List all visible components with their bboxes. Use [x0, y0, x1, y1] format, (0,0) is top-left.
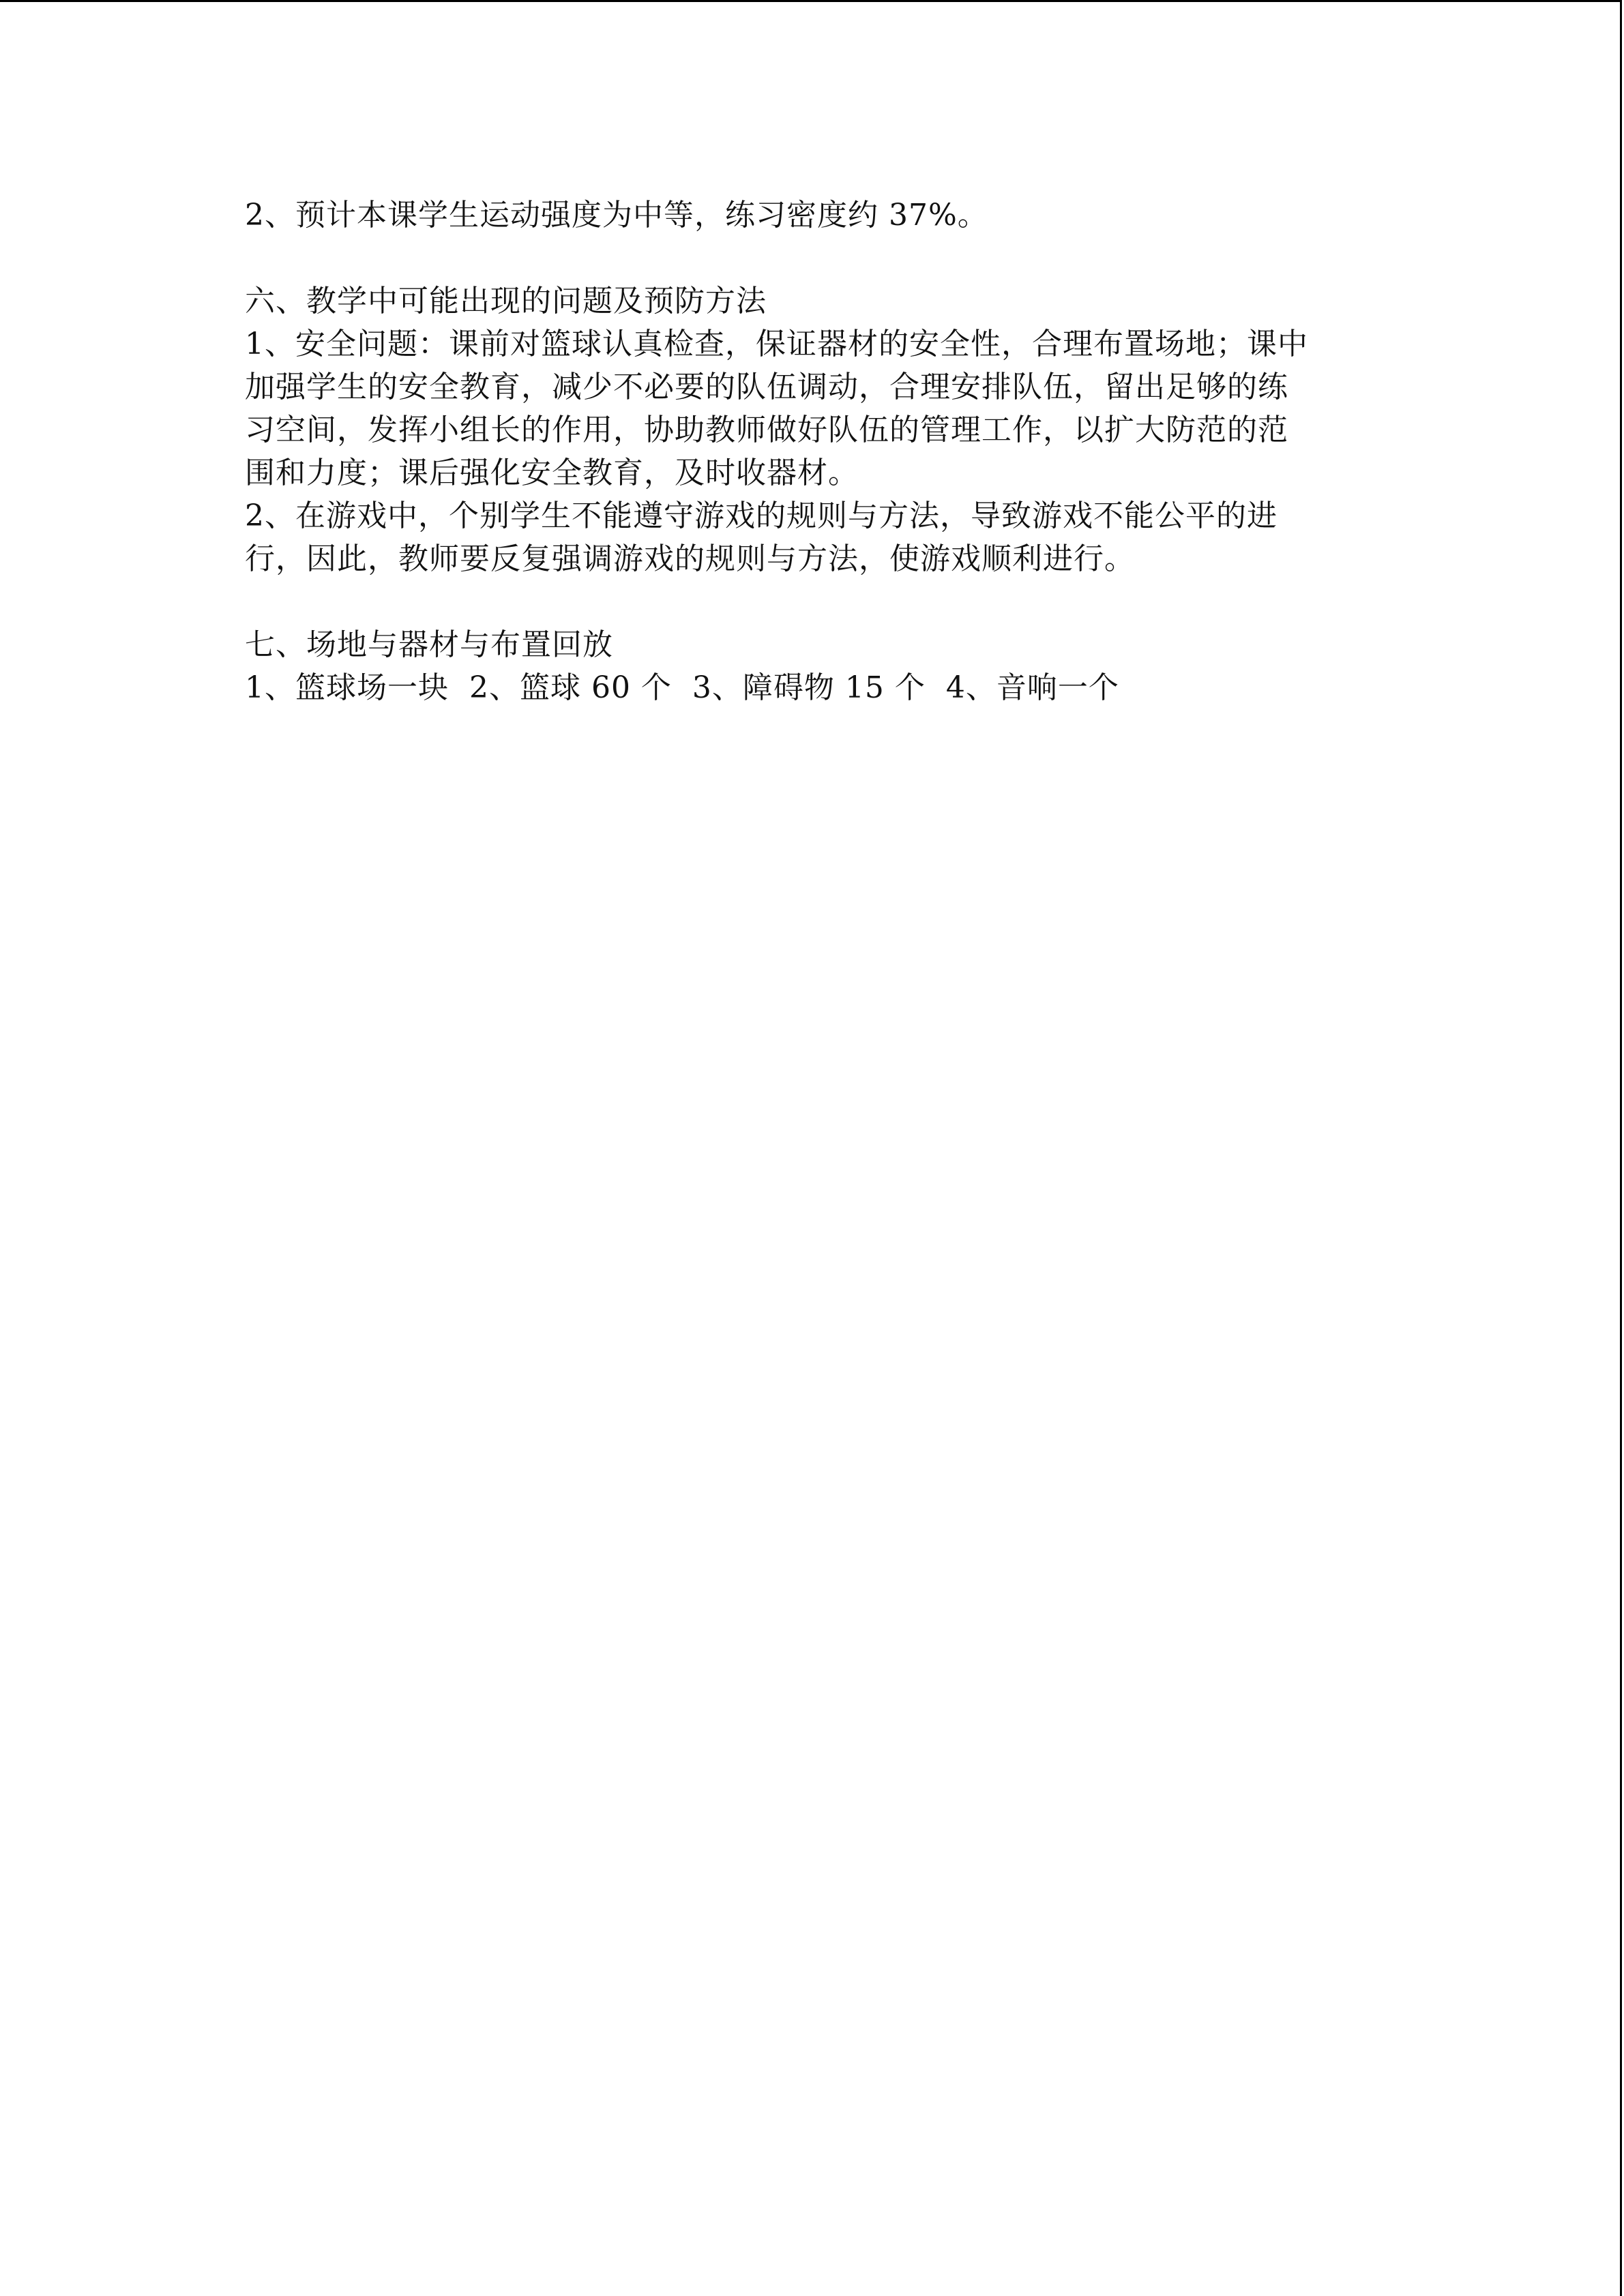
safety-line-4: 围和力度；课后强化安全教育，及时收器材。	[245, 456, 859, 490]
game-rules-line-1: 2、在游戏中，个别学生不能遵守游戏的规则与方法，导致游戏不能公平的进	[245, 498, 1278, 533]
document-body	[245, 194, 1391, 709]
equipment-line: 1、篮球场一块 2、篮球 60 个 3、障碍物 15 个 4、音响一个	[245, 670, 1119, 705]
safety-line-2: 加强学生的安全教育，减少不必要的队伍调动，合理安排队伍，留出足够的练	[245, 370, 1288, 404]
game-rules-line-2: 行，因此，教师要反复强调游戏的规则与方法，使游戏顺利进行。	[245, 541, 1135, 576]
paragraph-gap	[245, 580, 1391, 623]
section-7-heading: 七、场地与器材与布置回放	[245, 627, 613, 662]
safety-line-3: 习空间，发挥小组长的作用，协助教师做好队伍的管理工作，以扩大防范的范	[245, 413, 1288, 447]
paragraph-gap	[245, 237, 1391, 280]
section-6-heading: 六、教学中可能出现的问题及预防方法	[245, 284, 767, 318]
intensity-line: 2、预计本课学生运动强度为中等，练习密度约 37%。	[245, 198, 988, 233]
safety-line-1: 1、安全问题：课前对篮球认真检查，保证器材的安全性，合理布置场地；课中	[245, 327, 1308, 361]
